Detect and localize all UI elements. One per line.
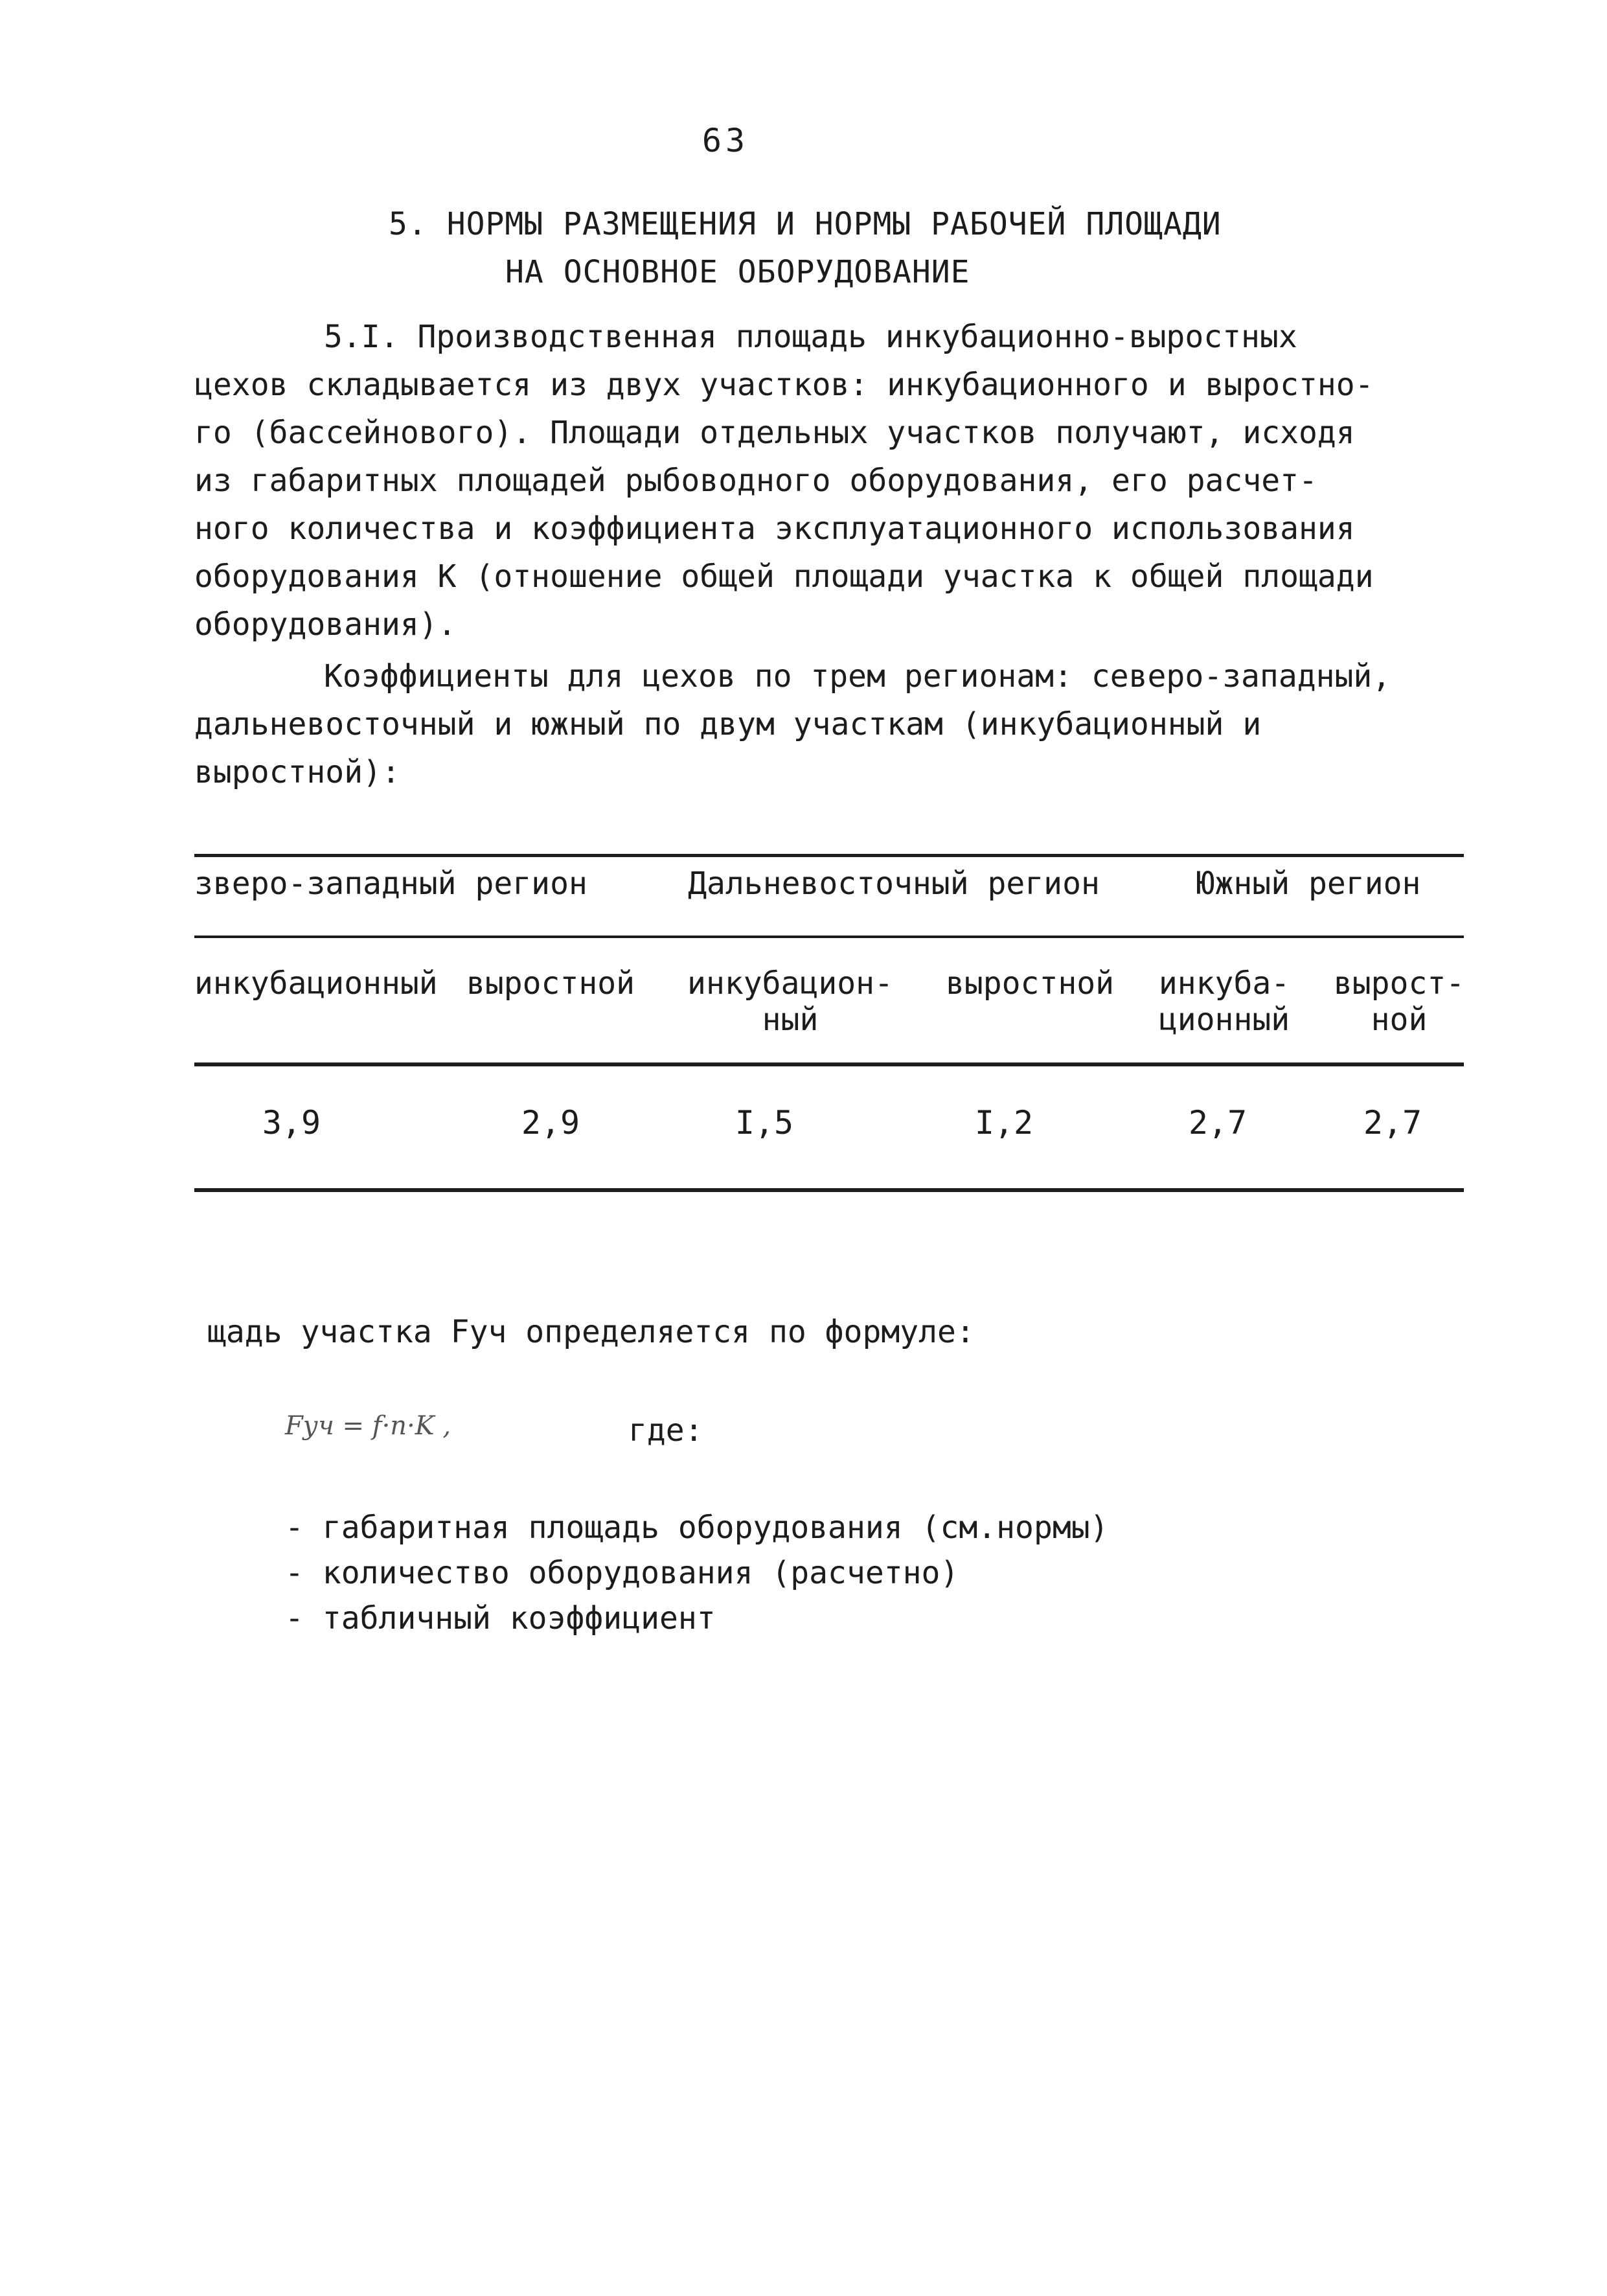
- table-subheader: [1146, 965, 1302, 1038]
- definition-item: - габаритная площадь оборудования (см.нормы): [285, 1510, 1109, 1546]
- paragraph-1-line: го (бассейнового). Площади отдельных участков получают, исходя: [194, 415, 1355, 451]
- section-heading-line-2: НА ОСНОВНОЕ ОБОРУДОВАНИЕ: [505, 254, 970, 290]
- paragraph-1-line: оборудования К (отношение общей площади участка к общей площади: [194, 558, 1374, 595]
- table-subheader-line: инкубационный: [194, 965, 438, 1002]
- table-subheader: [447, 965, 654, 1002]
- table-subheader-line: инкубацион-: [687, 965, 893, 1002]
- paragraph-1-line: ного количества и коэффициента эксплуатационного использования: [194, 511, 1355, 547]
- paragraph-1-line: 5.I. Производственная площадь инкубационно-выростных: [324, 319, 1297, 355]
- section-heading-line-1: 5. НОРМЫ РАЗМЕЩЕНИЯ И НОРМЫ РАБОЧЕЙ ПЛОЩАДИ: [389, 206, 1222, 242]
- page-number: 63: [701, 122, 749, 159]
- paragraph-1-line: цехов складывается из двух участков: инкубационного и выростно-: [194, 367, 1374, 403]
- table-region-rule: [194, 936, 1464, 938]
- definition-item: - табличный коэффициент: [285, 1600, 716, 1636]
- table-subheader: [926, 965, 1134, 1002]
- table-bottom-rule: [194, 1188, 1464, 1192]
- formula-intro: щадь участка Fуч определяется по формуле:: [207, 1314, 975, 1350]
- table-region-header: зверо-западный регион: [194, 866, 587, 902]
- definition-item: - количество оборудования (расчетно): [285, 1555, 959, 1591]
- table-top-rule: [194, 854, 1464, 857]
- table-cell: 2,7: [1188, 1104, 1248, 1142]
- table-cell: I,5: [735, 1104, 794, 1142]
- table-cell: 2,7: [1363, 1104, 1422, 1142]
- table-cell: 3,9: [262, 1104, 321, 1142]
- table-subheader-line: инкуба-: [1158, 965, 1290, 1002]
- table-subheader: [194, 965, 438, 1002]
- table-region-header: Южный регион: [1196, 866, 1421, 902]
- formula-expression: Fуч = f·n·K ,: [285, 1411, 451, 1441]
- paragraph-2-line: выростной):: [194, 754, 400, 790]
- table-cell: I,2: [974, 1104, 1034, 1142]
- table-cell: 2,9: [521, 1104, 580, 1142]
- table-header-rule: [194, 1062, 1464, 1066]
- paragraph-2-line: дальневосточный и южный по двум участкам (инкубационный и: [194, 706, 1262, 742]
- table-subheader-line: ной: [1371, 1002, 1428, 1038]
- paragraph-1-line: из габаритных площадей рыбоводного оборудования, его расчет-: [194, 463, 1317, 499]
- table-subheader-line: выростной: [945, 965, 1115, 1002]
- formula-where-label: где:: [628, 1412, 703, 1449]
- paragraph-2-line: Коэффициенты для цехов по трем регионам: северо-западный,: [324, 658, 1391, 695]
- paragraph-1-line: оборудования).: [194, 606, 457, 643]
- table-subheader-line: ный: [762, 1002, 819, 1038]
- table-subheader: [1321, 965, 1477, 1038]
- table-subheader-line: вырост-: [1333, 965, 1465, 1002]
- table-subheader: [667, 965, 913, 1038]
- table-subheader-line: выростной: [466, 965, 635, 1002]
- table-subheader-line: ционный: [1158, 1002, 1290, 1038]
- table-region-header: Дальневосточный регион: [688, 866, 1100, 902]
